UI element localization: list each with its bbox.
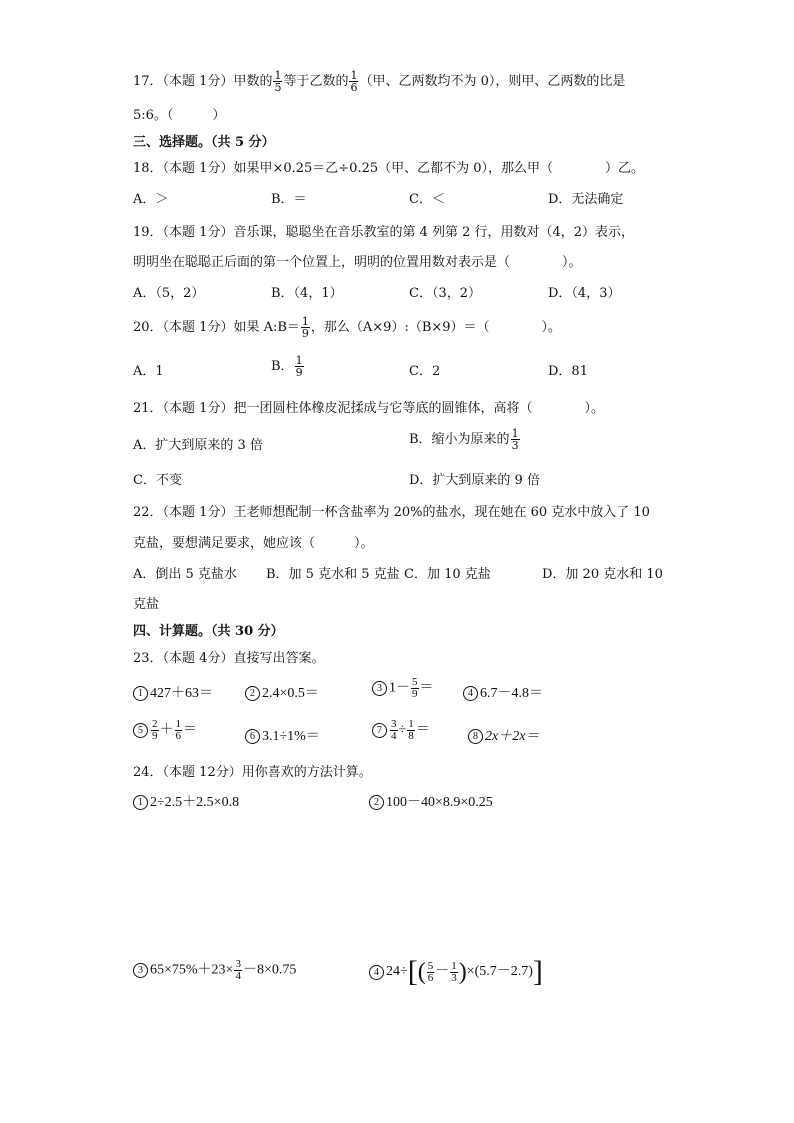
q24-expr-1: 2÷2.5＋2.5×0.8 bbox=[150, 795, 240, 810]
q23-expr-1: 427＋63＝ bbox=[150, 686, 213, 701]
q23-item-4 bbox=[463, 686, 543, 703]
q24-e4-num1: 5 bbox=[427, 959, 434, 972]
q17-text-a: 17．（本题 1分）甲数的 bbox=[133, 74, 273, 89]
q23-e7-op: ÷ bbox=[398, 722, 407, 738]
circle-number-1: 1 bbox=[133, 686, 148, 701]
q23-expr-3a: 1－ bbox=[389, 680, 410, 696]
q18-stem: 18．（本题 1分）如果甲×0.25＝乙÷0.25（甲、乙都不为 0），那么甲（ ）乙。 bbox=[133, 161, 645, 176]
q24-e4-fraction-1 bbox=[427, 961, 435, 984]
circle-number-2: 2 bbox=[369, 795, 384, 810]
q23-e3-num: 5 bbox=[412, 676, 418, 688]
q23-e7-fraction-2 bbox=[407, 719, 415, 742]
right-bracket: ] bbox=[532, 955, 543, 988]
q23-e5-num2: 1 bbox=[175, 718, 181, 730]
q24-expr-3b: －8×0.75 bbox=[242, 962, 297, 978]
q23-e7-num1: 3 bbox=[391, 718, 397, 730]
q24-expr-4b: ×(5.7－2.7) bbox=[466, 964, 533, 980]
right-paren: ) bbox=[458, 959, 467, 985]
q20-option-b[interactable] bbox=[271, 355, 305, 378]
q23-e5-num1: 2 bbox=[152, 718, 158, 730]
q22-option-b[interactable]: B．加 5 克水和 5 克盐 bbox=[266, 567, 400, 582]
q24-e3-den: 4 bbox=[235, 970, 241, 982]
circle-number-7: 7 bbox=[372, 723, 387, 738]
q23-e7-fraction-1 bbox=[390, 719, 398, 742]
q23-e5-fraction-1 bbox=[151, 719, 159, 742]
q20-fraction bbox=[301, 316, 310, 339]
q21-option-b[interactable] bbox=[409, 428, 521, 451]
q24-item-2 bbox=[369, 795, 493, 812]
q23-expr-4: 6.7－4.8＝ bbox=[480, 686, 543, 701]
q20-option-a[interactable]: A．1 bbox=[133, 364, 164, 379]
q23-stem: 23．（本题 4分）直接写出答案。 bbox=[133, 651, 325, 666]
q21-optb-den: 3 bbox=[511, 439, 519, 452]
q24-item-4 bbox=[369, 957, 543, 987]
q23-item-7 bbox=[372, 719, 430, 742]
q23-e5-eq: ＝ bbox=[183, 722, 197, 738]
q23-item-1 bbox=[133, 686, 213, 703]
q22-option-d-continued: 克盐 bbox=[133, 597, 160, 612]
q24-expr-3a: 65×75%＋23× bbox=[150, 962, 234, 978]
q24-e3-fraction bbox=[234, 959, 242, 982]
q23-expr-2: 2.4×0.5＝ bbox=[262, 686, 319, 701]
q23-e7-den1: 4 bbox=[391, 730, 397, 742]
q23-item-6 bbox=[245, 729, 320, 746]
circle-number-6: 6 bbox=[245, 729, 260, 744]
q22-option-d[interactable]: D．加 20 克水和 10 bbox=[542, 567, 663, 582]
q23-expr-6: 3.1÷1%＝ bbox=[262, 729, 320, 744]
q22-stem-line1: 22．（本题 1分）王老师想配制一杯含盐率为 20%的盐水，现在她在 60 克水中放入了 10 bbox=[133, 505, 650, 520]
q20-f-num: 1 bbox=[301, 315, 309, 328]
q22-option-a[interactable]: A．倒出 5 克盐水 bbox=[133, 567, 237, 582]
q23-expr-3-fraction bbox=[411, 677, 419, 700]
q20-optb-num: 1 bbox=[295, 354, 303, 367]
q21-option-d[interactable]: D．扩大到原来的 9 倍 bbox=[409, 473, 540, 488]
circle-number-3: 3 bbox=[133, 963, 148, 978]
q23-item-5 bbox=[133, 719, 197, 742]
q20-option-c[interactable]: C．2 bbox=[409, 364, 441, 379]
q20-optb-den: 9 bbox=[295, 366, 303, 379]
q19-option-a[interactable]: A．（5，2） bbox=[133, 286, 205, 301]
q21-optb-num: 1 bbox=[511, 427, 519, 440]
q17-f1-num: 1 bbox=[274, 69, 282, 82]
q24-expr-4a: 24÷ bbox=[386, 964, 408, 980]
circle-number-8: 8 bbox=[468, 729, 483, 744]
circle-number-3: 3 bbox=[372, 681, 387, 696]
q24-item-1 bbox=[133, 795, 239, 812]
q24-e4-den2: 3 bbox=[451, 971, 457, 984]
circle-number-1: 1 bbox=[133, 795, 148, 810]
q17-f2-den: 6 bbox=[350, 81, 358, 94]
q20-stem-a: 20．（本题 1分）如果 A:B＝ bbox=[133, 320, 300, 335]
q21-option-b-fraction bbox=[511, 428, 520, 451]
q23-e7-num2: 1 bbox=[408, 718, 414, 730]
q19-stem-line1: 19．（本题 1分）音乐课，聪聪坐在音乐教室的第 4 列第 2 行，用数对（4，2）表示， bbox=[133, 225, 635, 240]
q17-f1-den: 5 bbox=[274, 81, 282, 94]
q20-f-den: 9 bbox=[301, 327, 309, 340]
q23-e3-den: 9 bbox=[412, 688, 418, 700]
section3-title: 三、选择题。（共 5 分） bbox=[133, 135, 275, 150]
q24-e3-num: 3 bbox=[235, 958, 241, 970]
q24-expr-2: 100－40×8.9×0.25 bbox=[386, 795, 493, 810]
q23-expr-8: 2x＋2x＝ bbox=[485, 729, 540, 744]
q19-option-b[interactable]: B．（4，1） bbox=[271, 286, 343, 301]
q19-option-c[interactable]: C．（3，2） bbox=[409, 286, 481, 301]
q23-e7-den2: 8 bbox=[408, 730, 414, 742]
q24-e4-num2: 1 bbox=[451, 959, 457, 972]
q24-item-3 bbox=[133, 959, 296, 982]
q17-text-b: 等于乙数的 bbox=[283, 74, 349, 89]
q17-text-c: （甲、乙两数均不为 0），则甲、乙两数的比是 bbox=[359, 74, 626, 89]
q23-e5-op: ＋ bbox=[159, 722, 174, 738]
circle-number-4: 4 bbox=[369, 965, 384, 980]
q23-e5-fraction-2 bbox=[175, 719, 183, 742]
q24-stem: 24．（本题 12分）用你喜欢的方法计算。 bbox=[133, 765, 372, 780]
q20-option-d[interactable]: D．81 bbox=[548, 364, 588, 379]
circle-number-5: 5 bbox=[133, 723, 148, 738]
q17-line1 bbox=[133, 70, 625, 93]
q23-item-2 bbox=[245, 686, 319, 703]
q20-stem bbox=[133, 316, 561, 339]
q24-e4-den1: 6 bbox=[427, 971, 434, 984]
q24-e4-fraction-2 bbox=[450, 961, 458, 984]
left-paren: ( bbox=[417, 959, 426, 985]
q18-option-c[interactable]: C．＜ bbox=[409, 192, 445, 207]
q17-line2: 5:6。（ ） bbox=[133, 108, 226, 123]
q20-stem-b: ，那么（A×9）:（B×9）＝（ ）。 bbox=[310, 320, 562, 335]
q23-e5-den1: 9 bbox=[152, 730, 158, 742]
q21-option-b-label: B．缩小为原来的 bbox=[409, 432, 510, 447]
q21-stem: 21．（本题 1分）把一团圆柱体橡皮泥揉成与它等底的圆锥体，高将（ ）。 bbox=[133, 401, 604, 416]
q19-option-d[interactable]: D．（4，3） bbox=[548, 286, 621, 301]
q19-stem-line2: 明明坐在聪聪正后面的第一个位置上，明明的位置用数对表示是（ ）。 bbox=[133, 255, 582, 270]
q17-fraction-1 bbox=[273, 70, 282, 93]
q20-option-b-label: B． bbox=[271, 359, 294, 374]
q17-f2-num: 1 bbox=[350, 69, 358, 82]
q24-e4-op: － bbox=[435, 964, 450, 980]
left-bracket: [ bbox=[407, 955, 418, 988]
q23-item-3 bbox=[372, 677, 434, 700]
q21-option-a[interactable]: A．扩大到原来的 3 倍 bbox=[133, 438, 263, 453]
q23-e7-eq: ＝ bbox=[415, 722, 430, 738]
q18-option-b[interactable]: B．＝ bbox=[271, 192, 307, 207]
q21-option-c[interactable]: C．不变 bbox=[133, 473, 182, 488]
q20-option-b-fraction bbox=[295, 355, 304, 378]
q23-item-8 bbox=[468, 729, 539, 746]
q22-option-c[interactable]: C．加 10 克盐 bbox=[404, 567, 491, 582]
q23-expr-3b: ＝ bbox=[419, 680, 434, 696]
q17-fraction-2 bbox=[349, 70, 358, 93]
section4-title: 四、计算题。（共 30 分） bbox=[133, 624, 284, 639]
q18-option-d[interactable]: D．无法确定 bbox=[548, 192, 624, 207]
circle-number-4: 4 bbox=[463, 686, 478, 701]
q18-option-a[interactable]: A．＞ bbox=[133, 192, 169, 207]
q22-stem-line2: 克盐，要想满足要求，她应该（ ）。 bbox=[133, 536, 374, 551]
q23-e5-den2: 6 bbox=[175, 730, 181, 742]
circle-number-2: 2 bbox=[245, 686, 260, 701]
